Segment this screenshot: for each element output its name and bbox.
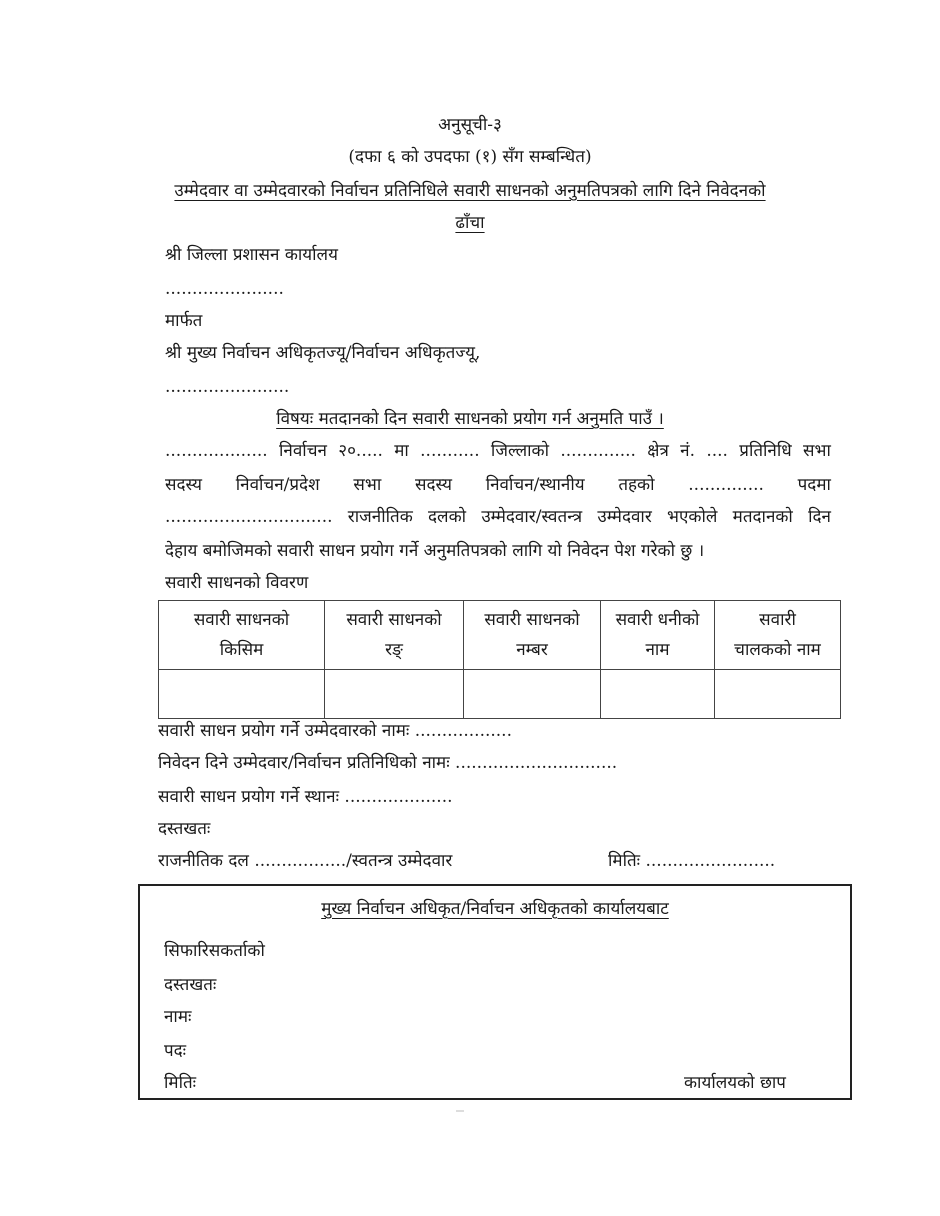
body-word: प्रतिनिधि xyxy=(739,441,792,461)
table-cell[interactable] xyxy=(601,670,715,719)
table-cell[interactable] xyxy=(159,670,325,719)
table-cell[interactable] xyxy=(464,670,601,719)
table-cell[interactable] xyxy=(715,670,841,719)
body-word: २०..... xyxy=(338,441,383,461)
body-word: ........... xyxy=(420,441,480,461)
subject-line xyxy=(0,408,940,430)
signature-field: दस्तखतः xyxy=(158,819,211,839)
officer-dots: ....................... xyxy=(165,377,290,397)
candidate-name-field: सवारी साधन प्रयोग गर्ने उम्मेदवारको नामः .................. xyxy=(158,721,512,741)
subject-text: विषयः मतदानको दिन सवारी साधनको प्रयोग गर्न अनुमति पाउँ । xyxy=(276,409,664,429)
office-position-label: पदः xyxy=(164,1041,187,1061)
body-word: राजनीतिक xyxy=(347,507,413,527)
header-line: सवारी साधनको xyxy=(484,610,580,630)
body-word: सभा xyxy=(353,475,382,495)
body-line-3 xyxy=(165,506,831,528)
office-date-label: मितिः xyxy=(164,1073,197,1093)
header-line: चालकको नाम xyxy=(734,640,821,660)
schedule-heading: अनुसूची-३ xyxy=(438,115,502,135)
form-title-line1: उम्मेदवार वा उम्मेदवारको निर्वाचन प्रतिनिधिले सवारी साधनको अनुमतिपत्रको लागि दिने निवेदनको xyxy=(174,181,766,201)
body-line-4: देहाय बमोजिमको सवारी साधन प्रयोग गर्ने अनुमतिपत्रको लागि यो निवेदन पेश गरेको छु । xyxy=(165,541,705,561)
office-stamp-label: कार्यालयको छाप xyxy=(684,1073,786,1093)
body-word: ................... xyxy=(165,441,268,461)
body-line-1 xyxy=(165,440,831,462)
body-word: उम्मेदवार xyxy=(597,507,652,527)
officer-line: श्री मुख्य निर्वाचन अधिकृतज्यू/निर्वाचन अधिकृतज्यू, xyxy=(165,343,481,363)
body-word: नं. xyxy=(680,441,696,461)
body-word: उम्मेदवार/स्वतन्त्र xyxy=(481,507,583,527)
vehicle-details-label: सवारी साधनको विवरण xyxy=(165,573,309,593)
body-word: सदस्य xyxy=(165,475,202,495)
body-word: .... xyxy=(706,441,728,461)
scan-mark xyxy=(456,1110,464,1112)
body-word: निर्वाचन/स्थानीय xyxy=(485,475,585,495)
column-header xyxy=(159,601,325,670)
header-line: नम्बर xyxy=(516,640,548,660)
header-line: सवारी साधनको xyxy=(346,610,442,630)
body-word: .............. xyxy=(560,441,636,461)
column-header xyxy=(325,601,464,670)
body-word: .............. xyxy=(688,475,764,495)
party-field: राजनीतिक दल ................./स्वतन्त्र उम्मेदवार xyxy=(158,851,453,871)
office-box-title: मुख्य निर्वाचन अधिकृत/निर्वाचन अधिकृतको कार्यालयबाट xyxy=(321,899,669,919)
header-line: सवारी साधनको xyxy=(193,610,290,630)
body-word: मतदानको xyxy=(732,507,793,527)
header-line: किसिम xyxy=(219,640,264,660)
body-word: मा xyxy=(394,441,409,461)
table-row xyxy=(159,670,841,719)
column-header xyxy=(601,601,715,670)
body-line-2 xyxy=(165,474,831,496)
column-header xyxy=(464,601,601,670)
addressee: श्री जिल्ला प्रशासन कार्यालय xyxy=(165,245,338,265)
header-line: नाम xyxy=(645,640,670,660)
body-word: सभा xyxy=(803,441,831,461)
via-label: मार्फत xyxy=(165,311,203,331)
body-word: निर्वाचन/प्रदेश xyxy=(235,475,320,495)
body-word: जिल्लाको xyxy=(490,441,549,461)
reference-line: (दफा ६ को उपदफा (१) सँग सम्बन्धित) xyxy=(348,147,592,167)
body-word: पदमा xyxy=(797,475,831,495)
office-name-label: नामः xyxy=(164,1007,192,1027)
office-signature-label: दस्तखतः xyxy=(164,975,217,995)
header-line: रङ् xyxy=(385,640,403,660)
body-word: ............................... xyxy=(165,507,333,527)
table-cell[interactable] xyxy=(325,670,464,719)
date-field: मितिः ........................ xyxy=(608,851,776,871)
body-word: भएकोले xyxy=(667,507,718,527)
body-word: सदस्य xyxy=(414,475,452,495)
addressee-dots: ...................... xyxy=(165,279,284,299)
column-header xyxy=(715,601,841,670)
body-word: दिन xyxy=(808,507,831,527)
table-header-row xyxy=(159,601,841,670)
form-title-line2: ढाँचा xyxy=(455,213,485,233)
header-line: सवारी xyxy=(759,610,796,630)
recommender-label: सिफारिसकर्ताको xyxy=(164,941,265,961)
body-word: दलको xyxy=(428,507,467,527)
applicant-name-field: निवेदन दिने उम्मेदवार/निर्वाचन प्रतिनिधिको नामः .............................. xyxy=(158,753,618,773)
body-word: तहको xyxy=(618,475,655,495)
vehicle-table xyxy=(158,600,841,719)
place-field: सवारी साधन प्रयोग गर्ने स्थानः .................... xyxy=(158,787,453,807)
body-word: निर्वाचन xyxy=(279,441,327,461)
office-use-box xyxy=(138,884,852,1100)
header-line: सवारी धनीको xyxy=(615,610,700,630)
body-word: क्षेत्र xyxy=(647,441,669,461)
